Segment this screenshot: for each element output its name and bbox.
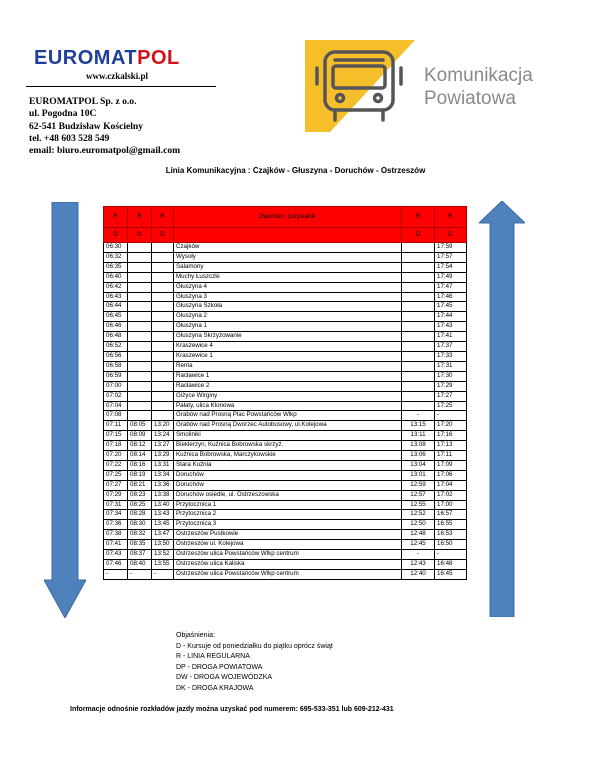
time-cell: 16:55: [435, 520, 467, 530]
time-cell: [128, 252, 152, 262]
time-cell: 08:40: [128, 560, 152, 570]
time-cell: 17:57: [435, 252, 467, 262]
stop-name-cell: Głuszyna 1: [174, 322, 402, 332]
stop-name-cell: Doruchów: [174, 470, 402, 480]
table-row: [104, 371, 467, 381]
time-cell: 17:44: [435, 312, 467, 322]
stop-name-cell: Ostrzeszów ulica Kaliska: [174, 560, 402, 570]
time-cell: [402, 351, 435, 361]
time-cell: [128, 302, 152, 312]
time-cell: [402, 282, 435, 292]
time-cell: 08:14: [128, 451, 152, 461]
time-cell: [402, 391, 435, 401]
time-cell: 17:43: [435, 322, 467, 332]
time-cell: 12:59: [402, 480, 435, 490]
time-cell: 08:32: [128, 530, 152, 540]
time-cell: 13:08: [402, 441, 435, 451]
time-cell: [152, 401, 174, 411]
time-cell: 06:32: [104, 252, 128, 262]
time-cell: D: [152, 228, 174, 243]
time-cell: 08:35: [128, 540, 152, 550]
table-row: [104, 540, 467, 550]
stop-name-cell: Salamony: [174, 262, 402, 272]
time-cell: 17:46: [435, 292, 467, 302]
time-cell: 06:52: [104, 342, 128, 352]
table-row: [104, 569, 467, 579]
time-cell: -: [152, 569, 174, 579]
time-cell: [128, 371, 152, 381]
stop-name-cell: Ostrzeszów ul. Kolejowa: [174, 540, 402, 550]
time-cell: [152, 332, 174, 342]
table-row: [104, 500, 467, 510]
table-row: [104, 421, 467, 431]
time-cell: 17:54: [435, 262, 467, 272]
time-cell: R: [104, 207, 128, 228]
time-cell: 13:15: [402, 421, 435, 431]
time-cell: 12:48: [402, 530, 435, 540]
time-cell: [128, 361, 152, 371]
table-row: [104, 381, 467, 391]
table-row: [104, 292, 467, 302]
time-cell: 17:06: [435, 470, 467, 480]
time-cell: 12:40: [402, 569, 435, 579]
table-row: [104, 451, 467, 461]
time-cell: -: [104, 569, 128, 579]
time-cell: 07:04: [104, 401, 128, 411]
time-cell: 13:24: [152, 431, 174, 441]
time-cell: 06:40: [104, 272, 128, 282]
table-row: [104, 520, 467, 530]
time-cell: -: [402, 411, 435, 421]
time-cell: [402, 252, 435, 262]
time-cell: 07:25: [104, 470, 128, 480]
time-cell: 17:33: [435, 351, 467, 361]
euromatpol-logo: [34, 47, 180, 70]
time-cell: 08:12: [128, 441, 152, 451]
time-cell: [402, 243, 435, 253]
time-cell: [402, 312, 435, 322]
time-cell: 13:11: [402, 431, 435, 441]
time-cell: 13:45: [152, 520, 174, 530]
time-cell: [152, 381, 174, 391]
table-row: [104, 411, 467, 421]
time-cell: 06:42: [104, 282, 128, 292]
table-row: [104, 441, 467, 451]
time-cell: [402, 272, 435, 282]
time-cell: 07:36: [104, 520, 128, 530]
time-cell: [402, 322, 435, 332]
table-row: [104, 332, 467, 342]
time-cell: 07:02: [104, 391, 128, 401]
time-cell: 08:05: [128, 421, 152, 431]
time-cell: 07:46: [104, 560, 128, 570]
time-cell: 08:09: [128, 431, 152, 441]
time-cell: [128, 342, 152, 352]
time-cell: [152, 391, 174, 401]
time-cell: [152, 411, 174, 421]
time-cell: 16:48: [435, 560, 467, 570]
down-arrow-icon: [44, 202, 86, 618]
time-cell: 07:15: [104, 431, 128, 441]
time-cell: 13:20: [152, 421, 174, 431]
stop-name-cell: Doruchów osiedle, ul. Ostrzeszowska: [174, 490, 402, 500]
time-cell: 12:50: [402, 520, 435, 530]
time-cell: 17:30: [435, 371, 467, 381]
time-cell: D: [104, 228, 128, 243]
brand-line-2: Powiatowa: [424, 88, 516, 109]
time-cell: 08:21: [128, 480, 152, 490]
time-cell: 17:59: [435, 243, 467, 253]
up-arrow-icon: [479, 201, 525, 617]
time-cell: 08:25: [128, 500, 152, 510]
table-row: [104, 490, 467, 500]
time-cell: [402, 302, 435, 312]
note-item: R - LINIA REGULARNA: [176, 653, 250, 661]
time-cell: 07:31: [104, 500, 128, 510]
time-cell: 07:43: [104, 550, 128, 560]
time-cell: D: [435, 228, 467, 243]
stop-name-cell: Ostrzeszów ulica Powstańców Wlkp centrum: [174, 569, 402, 579]
table-row: [104, 272, 467, 282]
stop-name-cell: Racławice 1: [174, 371, 402, 381]
stop-name-cell: Stara Kuźnia: [174, 460, 402, 470]
time-cell: 17:16: [435, 431, 467, 441]
time-cell: 13:06: [402, 451, 435, 461]
stop-name-cell: Przytocznica 1: [174, 500, 402, 510]
time-cell: [152, 342, 174, 352]
company-street: ul. Pogodna 10C: [29, 108, 97, 120]
stop-name-cell: Głuszyna 2: [174, 312, 402, 322]
time-cell: 12:55: [402, 500, 435, 510]
time-cell: 13:34: [152, 470, 174, 480]
time-cell: 06:35: [104, 262, 128, 272]
time-cell: [152, 272, 174, 282]
time-cell: [128, 391, 152, 401]
time-cell: [152, 243, 174, 253]
time-cell: R: [128, 207, 152, 228]
table-row: [104, 361, 467, 371]
time-cell: 06:46: [104, 322, 128, 332]
time-cell: 17:41: [435, 332, 467, 342]
table-row: [104, 550, 467, 560]
table-row: [104, 322, 467, 332]
table-header-row: [104, 207, 467, 228]
time-cell: 13:04: [402, 460, 435, 470]
table-row: [104, 391, 467, 401]
time-cell: [152, 252, 174, 262]
time-cell: 07:11: [104, 421, 128, 431]
time-cell: [128, 282, 152, 292]
time-cell: 07:27: [104, 480, 128, 490]
table-row: [104, 312, 467, 322]
stop-name-cell: Bieklerzyn, Kuźnica Bobrowska skrzyż.: [174, 441, 402, 451]
time-cell: 16:45: [435, 569, 467, 579]
time-cell: 17:20: [435, 421, 467, 431]
stop-name-cell: Grabów nad Prosną Plac Powstańców Wlkp: [174, 411, 402, 421]
time-cell: 17:25: [435, 401, 467, 411]
note-item: DW - DROGA WOJEWÓDZKA: [176, 674, 273, 682]
time-cell: [128, 272, 152, 282]
time-cell: [402, 342, 435, 352]
table-row: [104, 342, 467, 352]
stop-name-cell: Czajków: [174, 243, 402, 253]
time-cell: 07:38: [104, 530, 128, 540]
time-cell: 17:04: [435, 480, 467, 490]
header-divider: [26, 86, 216, 87]
stop-name-cell: Dworzec / przystanki: [174, 207, 402, 228]
logo-text-red: POL: [137, 47, 180, 69]
table-row: [104, 530, 467, 540]
time-cell: 17:09: [435, 460, 467, 470]
timetable: [103, 206, 467, 580]
stop-name-cell: Giżyce Wirginy: [174, 391, 402, 401]
table-row: [104, 431, 467, 441]
stop-name-cell: Ostrzeszów Pustkowie: [174, 530, 402, 540]
time-cell: 13:29: [152, 451, 174, 461]
time-cell: -: [435, 411, 467, 421]
time-cell: 06:45: [104, 312, 128, 322]
time-cell: 16:50: [435, 540, 467, 550]
time-cell: [402, 332, 435, 342]
time-cell: 13:50: [152, 540, 174, 550]
table-row: [104, 302, 467, 312]
time-cell: [152, 361, 174, 371]
time-cell: [402, 381, 435, 391]
stop-name-cell: Kraszewice 1: [174, 351, 402, 361]
time-cell: [128, 381, 152, 391]
time-cell: 07:22: [104, 460, 128, 470]
time-cell: 08:19: [128, 470, 152, 480]
stop-name-cell: Przytocznica 3: [174, 520, 402, 530]
time-cell: 08:37: [128, 550, 152, 560]
time-cell: [402, 292, 435, 302]
time-cell: -: [128, 569, 152, 579]
time-cell: [402, 361, 435, 371]
time-cell: D: [128, 228, 152, 243]
time-cell: R: [402, 207, 435, 228]
time-cell: 06:30: [104, 243, 128, 253]
stop-name-cell: Kraszewice 4: [174, 342, 402, 352]
logo-text-blue: EUROMAT: [34, 47, 138, 69]
time-cell: 08:30: [128, 520, 152, 530]
stop-name-cell: Grabów nad Prosną Dworzec Autobusowy, ul.Kolejowa: [174, 421, 402, 431]
time-cell: [152, 322, 174, 332]
time-cell: 06:44: [104, 302, 128, 312]
time-cell: 13:43: [152, 510, 174, 520]
brand-name: [424, 64, 533, 110]
time-cell: 13:52: [152, 550, 174, 560]
time-cell: -: [402, 550, 435, 560]
time-cell: [128, 292, 152, 302]
stop-name-cell: Głuszyna 4: [174, 282, 402, 292]
stop-name-cell: Głuszyna Skrzyżowanie: [174, 332, 402, 342]
time-cell: [152, 312, 174, 322]
time-cell: 07:34: [104, 510, 128, 520]
time-cell: [152, 302, 174, 312]
time-cell: [152, 351, 174, 361]
time-cell: 13:40: [152, 500, 174, 510]
note-item: DK - DROGA KRAJOWA: [176, 684, 254, 692]
stop-name-cell: Wysoły: [174, 252, 402, 262]
stop-name-cell: Głuszyna 3: [174, 292, 402, 302]
time-cell: [402, 401, 435, 411]
time-cell: 17:49: [435, 272, 467, 282]
time-cell: 17:47: [435, 282, 467, 292]
time-cell: 08:16: [128, 460, 152, 470]
stop-name-cell: Ostrzeszów ulica Powstańców Wlkp centrum: [174, 550, 402, 560]
time-cell: 17:29: [435, 381, 467, 391]
brand-line-1: Komunikacja: [424, 65, 533, 86]
stop-name-cell: Doruchów: [174, 480, 402, 490]
note-item: DP - DROGA POWIATOWA: [176, 663, 263, 671]
time-cell: 17:02: [435, 490, 467, 500]
time-cell: [128, 262, 152, 272]
time-cell: 17:11: [435, 451, 467, 461]
time-cell: 07:29: [104, 490, 128, 500]
time-cell: 13:01: [402, 470, 435, 480]
table-row: [104, 470, 467, 480]
time-cell: 17:45: [435, 302, 467, 312]
stop-name-cell: Smoliniki: [174, 431, 402, 441]
time-cell: 06:58: [104, 361, 128, 371]
time-cell: 12:52: [402, 510, 435, 520]
time-cell: R: [435, 207, 467, 228]
time-cell: 06:59: [104, 371, 128, 381]
table-row: [104, 510, 467, 520]
company-email: email: biuro.euromatpol@gmail.com: [29, 145, 181, 157]
time-cell: 06:43: [104, 292, 128, 302]
time-cell: [402, 262, 435, 272]
table-row: [104, 560, 467, 570]
company-address-block: [29, 96, 180, 157]
stop-name-cell: Racławice 2: [174, 381, 402, 391]
time-cell: [128, 312, 152, 322]
time-cell: R: [152, 207, 174, 228]
time-cell: 08:23: [128, 490, 152, 500]
time-cell: -: [435, 550, 467, 560]
time-cell: 07:18: [104, 441, 128, 451]
time-cell: 12:45: [402, 540, 435, 550]
time-cell: 13:27: [152, 441, 174, 451]
route-title: Linia Komunikacyjna : Czajków - Głuszyna - Doruchów - Ostrzeszów: [165, 166, 426, 175]
note-item: D - Kursuje od poniedziałku do piątku oprócz świąt: [176, 642, 333, 650]
time-cell: [128, 351, 152, 361]
time-cell: 07:20: [104, 451, 128, 461]
company-website: www.czkalski.pl: [86, 71, 149, 81]
time-cell: [152, 262, 174, 272]
time-cell: [128, 411, 152, 421]
time-cell: 07:08: [104, 411, 128, 421]
time-cell: 13:36: [152, 480, 174, 490]
time-cell: 12:43: [402, 560, 435, 570]
stop-name-cell: Głuszyna Szkoła: [174, 302, 402, 312]
table-row: [104, 262, 467, 272]
time-cell: 13:47: [152, 530, 174, 540]
time-cell: 16:53: [435, 530, 467, 540]
time-cell: 13:38: [152, 490, 174, 500]
time-cell: 07:00: [104, 381, 128, 391]
time-cell: 17:31: [435, 361, 467, 371]
stop-name-cell: Kuźnica Bobrowska, Marczykowskie: [174, 451, 402, 461]
stop-name-cell: Pałaty, ulica Klonowa: [174, 401, 402, 411]
stop-name-cell: [174, 228, 402, 243]
stop-name-cell: Renta: [174, 361, 402, 371]
table-row: [104, 282, 467, 292]
time-cell: [128, 243, 152, 253]
stop-name-cell: Muchy Łuszczki: [174, 272, 402, 282]
table-row: [104, 401, 467, 411]
time-cell: 17:13: [435, 441, 467, 451]
time-cell: [152, 292, 174, 302]
time-cell: [128, 322, 152, 332]
notes-title: Objaśnienia:: [176, 632, 215, 639]
table-header-row: [104, 228, 467, 243]
time-cell: D: [402, 228, 435, 243]
time-cell: 13:31: [152, 460, 174, 470]
time-cell: 17:37: [435, 342, 467, 352]
stop-name-cell: Przytocznica 2: [174, 510, 402, 520]
time-cell: 06:56: [104, 351, 128, 361]
time-cell: 06:48: [104, 332, 128, 342]
time-cell: 08:28: [128, 510, 152, 520]
legend-notes: [176, 631, 333, 695]
time-cell: [152, 371, 174, 381]
time-cell: 13:55: [152, 560, 174, 570]
time-cell: 16:57: [435, 510, 467, 520]
time-cell: 17:27: [435, 391, 467, 401]
time-cell: 17:00: [435, 500, 467, 510]
time-cell: 12:57: [402, 490, 435, 500]
time-cell: [128, 332, 152, 342]
table-row: [104, 243, 467, 253]
table-row: [104, 252, 467, 262]
table-row: [104, 460, 467, 470]
time-cell: [402, 371, 435, 381]
time-cell: 07:41: [104, 540, 128, 550]
time-cell: [152, 282, 174, 292]
company-city: 62-541 Budzisław Kościelny: [29, 120, 144, 132]
table-row: [104, 351, 467, 361]
contact-info-footer: Informacje odnośnie rozkładów jazdy można uzyskać pod numerem: 695-533-351 lub 609-212-431: [70, 706, 394, 713]
table-row: [104, 480, 467, 490]
company-name: EUROMATPOL Sp. z o.o.: [29, 96, 137, 107]
time-cell: [128, 401, 152, 411]
company-phone: tel. +48 603 528 549: [29, 132, 110, 144]
